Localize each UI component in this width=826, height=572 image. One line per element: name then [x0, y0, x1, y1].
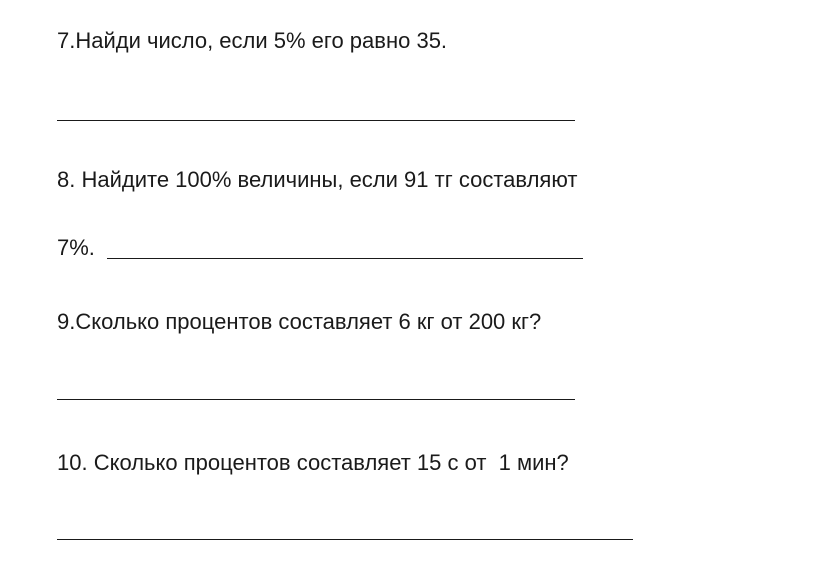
question-7-text: 7.Найди число, если 5% его равно 35.: [57, 28, 448, 53]
answer-blank-10[interactable]: [57, 539, 633, 540]
answer-blank-7[interactable]: [57, 120, 575, 121]
answer-blank-9[interactable]: [57, 399, 575, 400]
question-9-text: 9.Сколько процентов составляет 6 кг от 200 кг?: [57, 309, 542, 334]
question-10-text: 10. Сколько процентов составляет 15 с от 1 мин?: [57, 450, 569, 475]
answer-blank-8[interactable]: [107, 258, 583, 259]
question-8-text: 8. Найдите 100% величины, если 91 тг составляют: [57, 167, 578, 192]
question-8-continuation: 7%.: [57, 235, 95, 260]
